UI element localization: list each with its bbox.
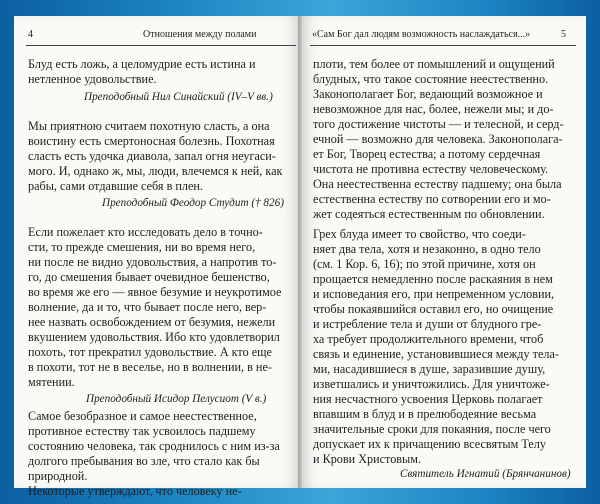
right-header-rule bbox=[310, 45, 576, 46]
text-line: Некоторые утверждают, что человеку не- bbox=[28, 484, 242, 498]
text-line: Законополагает Бог, ведающий возможное и bbox=[313, 87, 543, 101]
text-line: в похоти, тот не в веселье, но в волнении, в не- bbox=[28, 360, 272, 374]
text-line: долгого пребывания во зле, что стало как бы bbox=[28, 454, 260, 468]
text-line: и Крови Христовым. bbox=[313, 452, 421, 466]
text-line: мятении. bbox=[28, 375, 75, 389]
citation: Преподобный Нил Синайский (IV–V вв.) bbox=[84, 91, 273, 103]
text-line: рабы, сами отдавшие себя в плен. bbox=[28, 179, 203, 193]
text-line: значительные сроки для покаяния, после чего bbox=[313, 422, 551, 436]
text-line: воистину есть смертоносная болезнь. Похотная bbox=[28, 134, 275, 148]
right-running-header: «Сам Бог дал людям возможность наслаждаться...» bbox=[312, 29, 531, 40]
text-line: ет Бог, Творец естества; а потому сердечная bbox=[313, 147, 541, 161]
right-page-number: 5 bbox=[561, 29, 566, 40]
text-line: ния несчастного усвоения Церковь полагает bbox=[313, 392, 543, 406]
text-line: изветшались и уничтожились. Для уничтоже- bbox=[313, 377, 550, 391]
text-line: блудных, что такое состояние неестественно. bbox=[313, 72, 549, 86]
text-line: Мы приятною считаем похотную сласть, а она bbox=[28, 119, 270, 133]
text-line: сласть есть удочка диавола, запал огня неугаси- bbox=[28, 149, 276, 163]
text-line: ми, насадившиеся в душе, заразившие душу, bbox=[313, 362, 546, 376]
text-line: похоть, тот прекратил удовольствие. А кто еще bbox=[28, 345, 272, 359]
text-line: ни после не видно удовольствия, а напротив то- bbox=[28, 255, 277, 269]
text-line: ечной — возможно для человека. Законополага- bbox=[313, 132, 563, 146]
text-line: чтобы покаявшийся оставил его, но очищение bbox=[313, 302, 554, 316]
book-gutter bbox=[298, 16, 302, 488]
text-line: нее назвать освобождением от безумия, нежели bbox=[28, 315, 276, 329]
text-line: Она неестественна естеству падшему; она была bbox=[313, 177, 562, 191]
text-line: сти, то прежде смешения, ни во время него, bbox=[28, 240, 256, 254]
text-line: противное естеству так усвоилось падшему bbox=[28, 424, 256, 438]
text-line: Если пожелает кто исследовать дело в точно- bbox=[28, 225, 263, 239]
text-line: невозможное для нас, более, нежели мы; и до- bbox=[313, 102, 554, 116]
text-line: состоянию человека, так сроднилось с ним из-за bbox=[28, 439, 280, 453]
text-line: естественна естеству по сотворении его и мо- bbox=[313, 192, 551, 206]
text-line: Блуд есть ложь, а целомудрие есть истина и bbox=[28, 57, 256, 71]
left-header-rule bbox=[26, 45, 296, 46]
text-line: ха требует продолжительного времени, чтоб bbox=[313, 332, 544, 346]
text-line: Грех блуда имеет то свойство, что соеди- bbox=[313, 227, 526, 241]
text-line: и истребление тела и души от блудного гре- bbox=[313, 317, 542, 331]
text-line: нетленное удовольствие. bbox=[28, 72, 157, 86]
text-line: (см. 1 Кор. 6, 16); по этой причине, хотя он bbox=[313, 257, 536, 271]
text-line: связь и единение, установившиеся между тела- bbox=[313, 347, 559, 361]
text-line: Самое безобразное и самое неестественное, bbox=[28, 409, 257, 423]
text-line: плоти, тем более от помышлений и ощущений bbox=[313, 57, 555, 71]
text-line: жет содеяться естественным по обновлении. bbox=[313, 207, 545, 221]
text-line: волнение, да и то, что бывает после него, вер- bbox=[28, 300, 267, 314]
text-line: допускает их к причащению всесвятым Телу bbox=[313, 437, 546, 451]
text-line: го, до смешения бывает очевидное бешенство, bbox=[28, 270, 270, 284]
text-line: мого. И, однако ж, мы, люди, влечемся к ней, как bbox=[28, 164, 283, 178]
text-line: того достижение чистоты — и телесной, и серд- bbox=[313, 117, 564, 131]
text-line: вкушением удовольствия. Ибо кто удовлетворил bbox=[28, 330, 280, 344]
text-line: во время же его — явное безумие и неукротимое bbox=[28, 285, 282, 299]
citation: Святитель Игнатий (Брянчанинов) bbox=[400, 468, 571, 480]
text-line: впавшим в блуд и в прелюбодеяние весьма bbox=[313, 407, 537, 421]
citation: Преподобный Феодор Студит († 826) bbox=[102, 197, 284, 209]
left-running-header: Отношения между полами bbox=[143, 29, 257, 40]
text-line: природной. bbox=[28, 469, 88, 483]
text-line: няет два тела, хотя и незаконно, в одно тело bbox=[313, 242, 541, 256]
left-page-number: 4 bbox=[28, 29, 33, 40]
text-line: прощается немедленно после раскаяния в нем bbox=[313, 272, 553, 286]
text-line: и исповедания его, при непременном условии, bbox=[313, 287, 555, 301]
citation: Преподобный Исидор Пелусиот (V в.) bbox=[86, 393, 267, 405]
text-line: чистота не противна естеству человеческому. bbox=[313, 162, 549, 176]
